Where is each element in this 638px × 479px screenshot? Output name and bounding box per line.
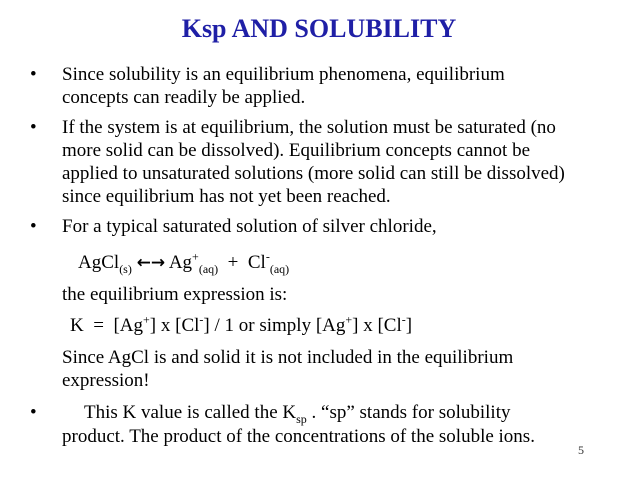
expr-charge: - xyxy=(401,312,406,327)
ksp-tail: . “sp” stands for solubility xyxy=(306,402,511,423)
bullet-marker: • xyxy=(30,64,37,85)
equilibrium-expression xyxy=(70,312,413,337)
expr-charge: - xyxy=(199,312,204,327)
bullet-marker: • xyxy=(30,216,37,237)
expr-part: ] x [Cl xyxy=(149,315,200,336)
bullet-3-line-1: For a typical saturated solution of silver chloride, xyxy=(62,216,437,237)
ksp-text: This K value is called the K xyxy=(84,402,297,423)
eq-product-ag-charge: + xyxy=(192,249,199,264)
eq-product-cl: Cl xyxy=(247,252,266,273)
eq-arrow-icon: ←→ xyxy=(136,253,166,273)
expr-charge: + xyxy=(345,312,353,327)
bullet-1-line-1: Since solubility is an equilibrium phenomena, equilibrium xyxy=(62,64,505,85)
eq-reactant: AgCl xyxy=(78,252,120,273)
expr-charge: + xyxy=(143,312,150,327)
eq-product-ag: Ag xyxy=(168,252,193,273)
expression-intro: the equilibrium expression is: xyxy=(62,284,288,305)
bullet-marker: • xyxy=(30,402,37,423)
ksp-subscript: sp xyxy=(296,411,307,426)
eq-product-cl-charge: - xyxy=(265,249,270,264)
bullet-4-line-1 xyxy=(84,402,510,424)
note-line-2: expression! xyxy=(62,370,150,391)
slide-title: Ksp AND SOLUBILITY xyxy=(181,14,457,43)
note-line-1: Since AgCl is and solid it is not included in the equilibrium xyxy=(62,347,514,368)
bullet-2-line-4: since equilibrium has not yet been reached. xyxy=(62,186,391,207)
eq-reactant-state: (s) xyxy=(119,261,132,276)
bullet-4-line-2: product. The product of the concentrations of the soluble ions. xyxy=(62,426,535,447)
eq-product-cl-state: (aq) xyxy=(269,261,290,276)
expr-k: K xyxy=(70,315,84,336)
bullet-1-line-2: concepts can readily be applied. xyxy=(62,87,306,108)
page-number: 5 xyxy=(578,443,584,457)
bullet-2-line-2: more solid can be dissolved). Equilibrium concepts cannot be xyxy=(62,140,531,161)
expr-part: [Ag xyxy=(113,315,144,336)
bullet-2-line-3: applied to unsaturated solutions (more solid can still be dissolved) xyxy=(62,163,565,184)
expr-part: ] x [Cl xyxy=(352,315,402,336)
dissolution-equation xyxy=(78,249,290,276)
eq-product-ag-state: (aq) xyxy=(198,261,219,276)
eq-plus: + xyxy=(227,252,239,273)
expr-equals: = xyxy=(93,315,104,336)
expr-part: ] / 1 or simply [Ag xyxy=(203,315,346,336)
expr-part: ] xyxy=(405,315,413,336)
bullet-marker: • xyxy=(30,117,37,138)
bullet-2-line-1: If the system is at equilibrium, the solution must be saturated (no xyxy=(62,117,556,138)
